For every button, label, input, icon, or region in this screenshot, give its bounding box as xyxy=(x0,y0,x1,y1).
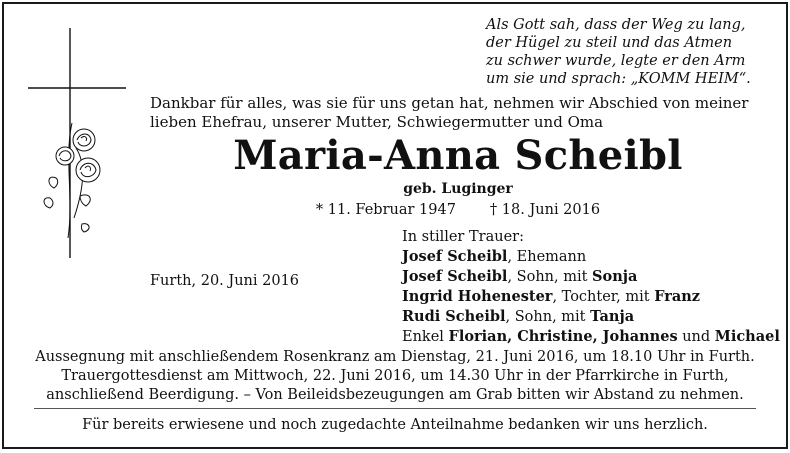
mourner-row xyxy=(402,247,780,267)
poem-line: der Hügel zu steil und das Atmen xyxy=(486,35,733,51)
mourner-name: Rudi Scheibl xyxy=(402,308,506,325)
mourner-partner: Franz xyxy=(654,288,701,305)
funeral-line: anschließend Beerdigung. – Von Beileidsbezeugungen am Grab bitten wir Abstand zu nehmen. xyxy=(46,387,744,403)
mourner-relation: , Ehemann xyxy=(507,249,587,265)
mourner-row xyxy=(402,267,780,287)
mourner-relation: , Sohn, mit xyxy=(507,269,593,285)
mourner-partner: Tanja xyxy=(590,308,635,325)
thanks-note: Für bereits erwiesene und noch zugedachte Anteilnahme bedanken wir uns herzlich. xyxy=(82,417,708,433)
death-date: † 18. Juni 2016 xyxy=(489,202,601,218)
intro-text: Dankbar für alles, was sie für uns getan hat, nehmen wir Abschied von meiner lieben Ehefrau, unserer Mutter, Schwiegermutter und Oma xyxy=(150,94,749,131)
mourners-heading: In stiller Trauer: xyxy=(402,229,524,245)
poem-line: um sie und sprach: „KOMM HEIM“. xyxy=(486,71,751,87)
mourners-list xyxy=(402,228,780,347)
mourner-relation: , Sohn, mit xyxy=(505,309,591,325)
birth-date: * 11. Februar 1947 xyxy=(315,202,456,218)
life-dates xyxy=(150,201,766,219)
mourner-row xyxy=(402,287,780,307)
deceased-name: Maria-Anna Scheibl xyxy=(233,132,683,179)
obituary-notice xyxy=(2,2,788,449)
mourner-name: Ingrid Hohenester xyxy=(402,288,553,305)
mourner-row xyxy=(402,327,780,347)
maiden-name: geb. Luginger xyxy=(403,181,513,197)
poem-line: Als Gott sah, dass der Weg zu lang, xyxy=(486,17,746,33)
grandchildren-and: und xyxy=(677,329,715,345)
place-and-date: Furth, 20. Juni 2016 xyxy=(150,273,300,289)
roses-icon xyxy=(44,123,100,238)
funeral-line: Trauergottesdienst am Mittwoch, 22. Juni 2016, um 14.30 Uhr in der Pfarrkirche in Furth, xyxy=(61,368,729,384)
poem xyxy=(486,16,782,88)
cross-with-roses-icon xyxy=(28,28,128,258)
poem-line: zu schwer wurde, legte er den Arm xyxy=(486,53,746,69)
mourner-name: Josef Scheibl xyxy=(402,268,508,285)
mourner-partner: Sonja xyxy=(592,268,638,285)
divider xyxy=(34,408,756,409)
mourner-relation: , Tochter, mit xyxy=(552,289,655,305)
mourner-row xyxy=(402,307,780,327)
grandchildren-names: Florian, Christine, Johannes xyxy=(448,328,678,345)
funeral-line: Aussegnung mit anschließendem Rosenkranz am Dienstag, 21. Juni 2016, um 18.10 Uhr in Furth. xyxy=(35,349,755,365)
mourner-name: Josef Scheibl xyxy=(402,248,508,265)
grandchildren-last: Michael xyxy=(714,328,780,345)
grandchildren-prefix: Enkel xyxy=(402,329,449,345)
funeral-details xyxy=(14,348,776,405)
